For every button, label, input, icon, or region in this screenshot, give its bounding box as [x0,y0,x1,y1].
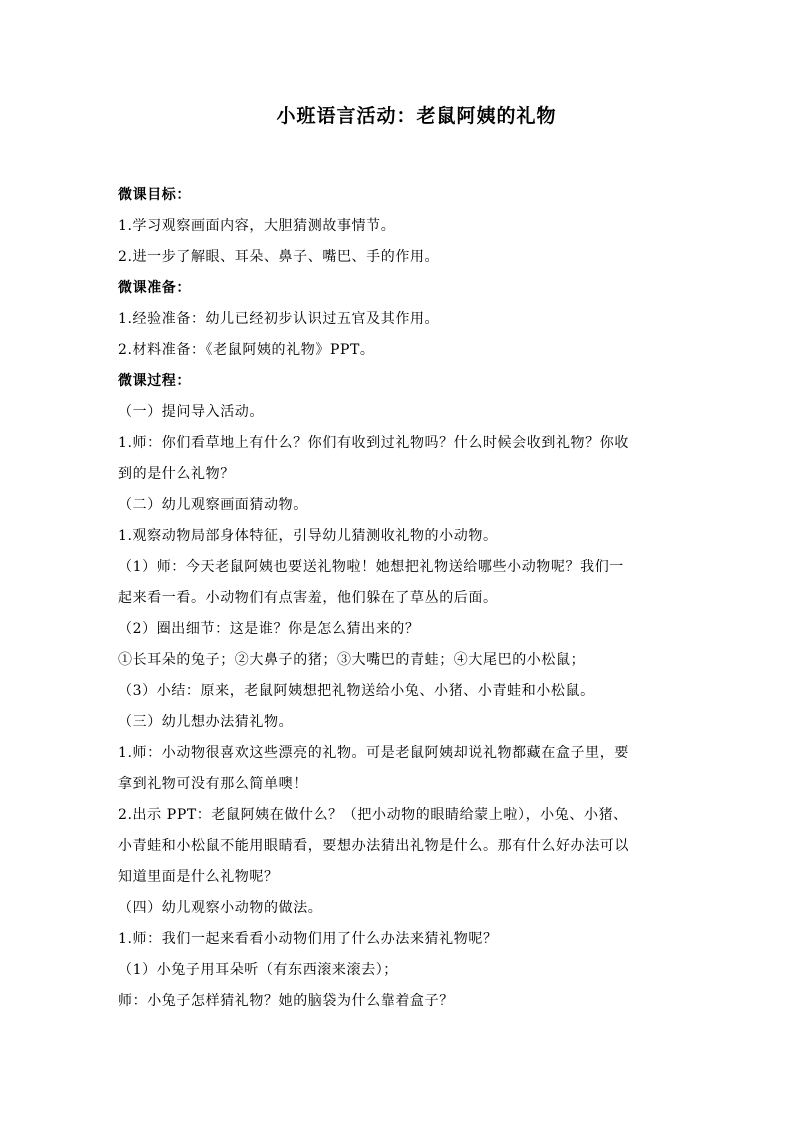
body-line: 知道里面是什么礼物呢？ [118,869,279,885]
section-heading: 微课目标： [118,187,191,203]
body-line: 2.材料准备：《老鼠阿姨的礼物》PPT。 [118,342,375,358]
body-line: 师：小兔子怎样猜礼物？她的脑袋为什么靠着盒子？ [118,993,454,1009]
body-line: （三）幼儿想办法猜礼物。 [118,714,294,730]
body-line: 到的是什么礼物？ [118,466,235,482]
body-line: （2）圈出细节：这是谁？你是怎么猜出来的？ [118,621,420,637]
body-line: 1.观察动物局部身体特征，引导幼儿猜测收礼物的小动物。 [118,528,498,544]
section-heading: 微课过程： [118,373,191,389]
body-line: （3）小结：原来，老鼠阿姨想把礼物送给小兔、小猪、小青蛙和小松鼠。 [118,683,595,699]
body-line: 2.进一步了解眼、耳朵、鼻子、嘴巴、手的作用。 [118,249,440,265]
body-line: （四）幼儿观察小动物的做法。 [118,900,323,916]
body-line: ①长耳朵的兔子；②大鼻子的猪；③大嘴巴的青蛙；④大尾巴的小松鼠； [118,652,586,668]
body-line: 小青蛙和小松鼠不能用眼睛看，要想办法猜出礼物是什么。那有什么好办法可以 [118,838,629,854]
document-title: 小班语言活动：老鼠阿姨的礼物 [276,105,557,127]
body-line: （一）提问导入活动。 [118,404,264,420]
body-line: （1）小兔子用耳朵听（有东西滚来滚去）； [118,962,398,978]
body-line: 1.师：小动物很喜欢这些漂亮的礼物。可是老鼠阿姨却说礼物都藏在盒子里，要 [118,745,629,761]
section-heading: 微课准备： [118,280,191,296]
body-line: 起来看一看。小动物们有点害羞，他们躲在了草丛的后面。 [118,590,498,606]
body-line: （1）师：今天老鼠阿姨也要送礼物啦！她想把礼物送给哪些小动物呢？我们一 [118,559,624,575]
body-line: 1.师：我们一起来看看小动物们用了什么办法来猜礼物呢？ [118,931,498,947]
body-line: 拿到礼物可没有那么简单噢！ [118,776,308,792]
body-line: 1.师：你们看草地上有什么？你们有收到过礼物吗？什么时候会收到礼物？你收 [118,435,629,451]
body-line: 1.学习观察画面内容，大胆猜测故事情节。 [118,218,396,234]
body-line: （二）幼儿观察画面猜动物。 [118,497,308,513]
document-body [118,180,678,1017]
body-line: 1.经验准备：幼儿已经初步认识过五官及其作用。 [118,311,440,327]
body-line: 2.出示 PPT：老鼠阿姨在做什么？（把小动物的眼睛给蒙上啦），小兔、小猪、 [118,807,628,823]
